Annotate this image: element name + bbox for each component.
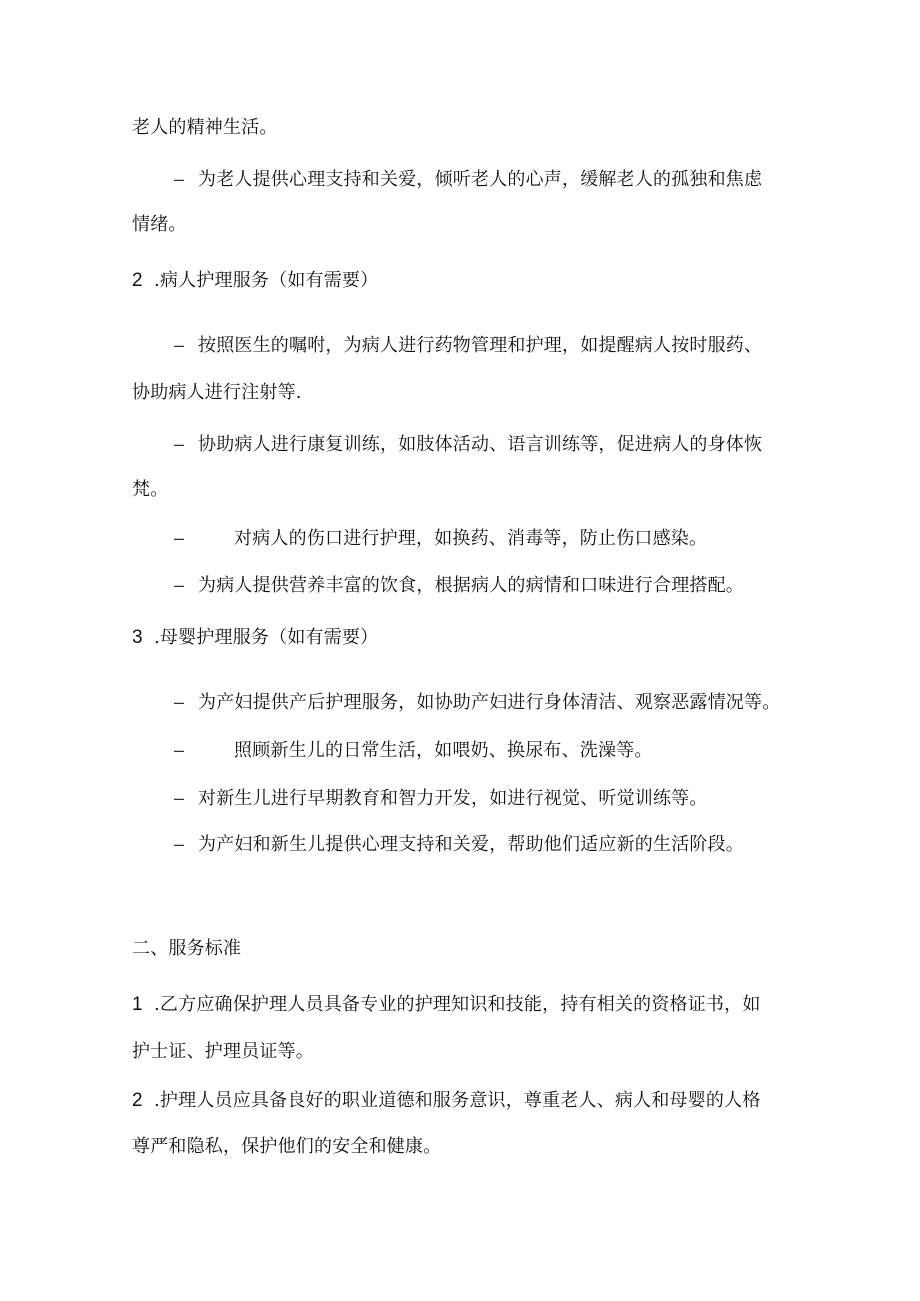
standard-item-2 (132, 1089, 761, 1113)
bullet-maternal-psych-support (174, 832, 744, 857)
standard-item-2-cont (132, 1135, 441, 1159)
bullet-text: 照顾新生儿的日常生活，如喂奶、换尿布、洗澡等。 (234, 740, 653, 761)
bullet-text: 为病人提供营养丰富的饮食，根据病人的病情和口味进行合理搭配。 (198, 575, 744, 596)
dash-bullet: – (174, 335, 185, 355)
bullet-patient-medication (174, 333, 762, 358)
bullet-text: 为产妇提供产后护理服务，如协助产妇进行身体清洁、观察恶露情况等。 (198, 692, 781, 713)
bullet-patient-rehab-cont (132, 478, 168, 502)
item-heading-maternal-care (132, 626, 378, 650)
item-text: .乙方应确保护理人员具备专业的护理知识和技能，持有相关的资格证书，如 (154, 994, 761, 1015)
bullet-patient-diet (174, 573, 744, 598)
dash-bullet: – (174, 434, 185, 454)
bullet-text-cont: 梵。 (132, 479, 169, 500)
bullet-maternal-postpartum (174, 690, 780, 715)
dash-bullet: – (174, 169, 185, 189)
item-number: 2 (132, 1090, 143, 1111)
bullet-newborn-education (174, 786, 708, 811)
bullet-patient-wound (174, 526, 707, 551)
bullet-newborn-daily-care (174, 738, 653, 763)
bullet-text: 按照医生的嘱咐，为病人进行药物管理和护理，如提醒病人按时服药、 (198, 335, 763, 356)
dash-bullet: – (174, 575, 185, 595)
bullet-elderly-psych-support (174, 167, 762, 192)
item-number: 3 (132, 627, 143, 648)
standard-item-1 (132, 993, 761, 1017)
dash-bullet: – (174, 740, 185, 760)
dash-bullet: – (174, 788, 185, 808)
standard-item-1-cont (132, 1040, 314, 1064)
item-number: 1 (132, 994, 143, 1015)
bullet-text: 对新生儿进行早期教育和智力开发，如进行视觉、听觉训练等。 (198, 788, 708, 809)
item-title: .母婴护理服务（如有需要） (154, 627, 379, 648)
item-title: .病人护理服务（如有需要） (154, 270, 379, 291)
dash-bullet: – (174, 834, 185, 854)
bullet-text: 为老人提供心理支持和关爱，倾听老人的心声，缓解老人的孤独和焦虑 (198, 169, 763, 190)
dash-bullet: – (174, 528, 185, 548)
item-number: 2 (132, 270, 143, 291)
item-text: .护理人员应具备良好的职业道德和服务意识，尊重老人、病人和母婴的人格 (154, 1090, 761, 1111)
bullet-elderly-psych-support-cont (132, 213, 187, 237)
paragraph-line-elderly-spiritual (132, 116, 278, 140)
bullet-text: 协助病人进行康复训练，如肢体活动、语言训练等，促进病人的身体恢 (198, 434, 763, 455)
section-heading-service-standards (132, 937, 241, 961)
item-text-cont: 尊严和隐私，保护他们的安全和健康。 (132, 1136, 442, 1157)
bullet-patient-medication-cont (132, 381, 302, 405)
dash-bullet: – (174, 692, 185, 712)
text: 老人的精神生活。 (132, 117, 278, 138)
bullet-text: 为产妇和新生儿提供心理支持和关爱，帮助他们适应新的生活阶段。 (198, 834, 744, 855)
heading-text: 二、服务标准 (132, 938, 242, 959)
bullet-text-cont: 情绪。 (132, 214, 187, 235)
item-text-cont: 护士证、护理员证等。 (132, 1041, 314, 1062)
bullet-patient-rehab (174, 432, 762, 457)
item-heading-patient-care (132, 269, 378, 293)
bullet-text-cont: 协助病人进行注射等. (132, 382, 302, 403)
bullet-text: 对病人的伤口进行护理，如换药、消毒等，防止伤口感染。 (234, 528, 708, 549)
